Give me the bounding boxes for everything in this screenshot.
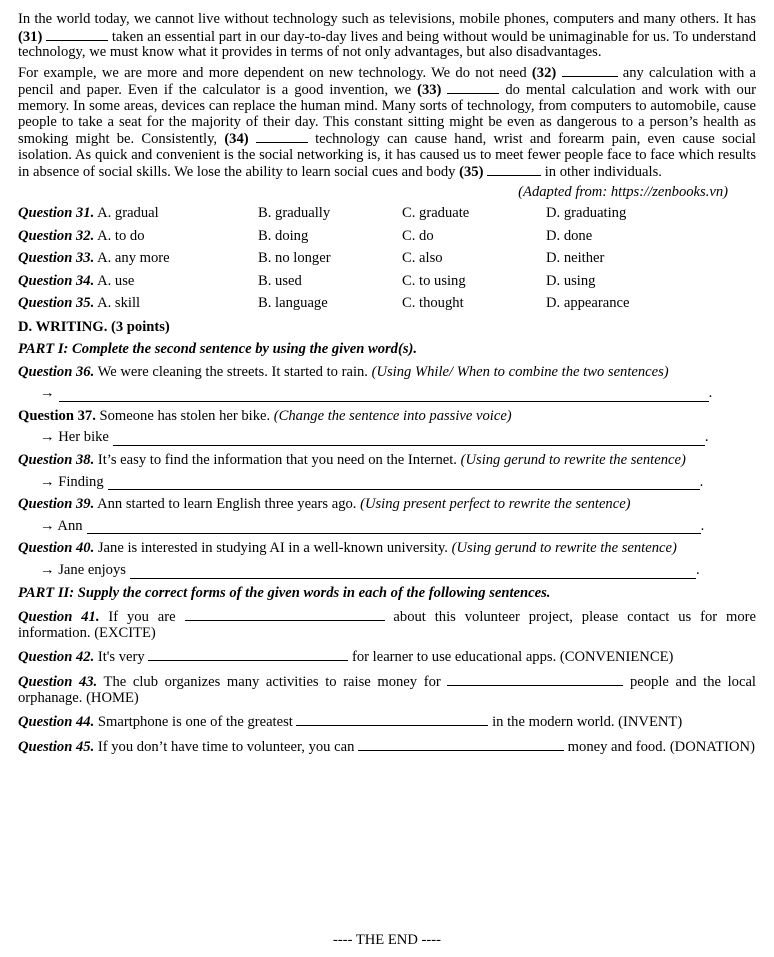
instruction: (Using gerund to rewrite the sentence)	[460, 452, 686, 469]
text: any calculation with a pencil and paper. Even if the calculator is a good invention, we	[18, 64, 756, 99]
question-36	[18, 365, 756, 381]
option-c[interactable]: C. graduate	[402, 205, 470, 222]
answer-start: → Ann	[40, 517, 83, 534]
answer-input[interactable]	[59, 389, 709, 402]
reading-paragraph-1	[18, 12, 756, 61]
question-label: Question 32.	[18, 227, 95, 244]
answer-input[interactable]	[113, 433, 705, 446]
instruction: (Using While/ When to combine the two sentences)	[371, 363, 669, 380]
period: .	[695, 562, 700, 579]
blank-number: (31)	[18, 28, 43, 45]
question-label: Question 42.	[18, 649, 95, 666]
instruction: (Using gerund to rewrite the sentence)	[451, 540, 677, 557]
answer-start: →	[40, 385, 55, 402]
text: do mental calculation and work with our memory. In some areas, devices can replace the human mind. Many sorts of technology, from computers to automobile, cause people to take a seat for the majority of their day. This constant sitting might be even as dangerous to a person’s health as smoking might be. Consistently,	[18, 82, 756, 148]
answer-input[interactable]	[130, 566, 696, 579]
instruction: (Change the sentence into passive voice)	[273, 407, 512, 424]
question-text: Someone has stolen her bike.	[95, 407, 274, 424]
period: .	[708, 385, 713, 402]
question-label: Question 41.	[18, 609, 100, 626]
question-40	[18, 541, 756, 557]
option-c[interactable]: C. do	[402, 227, 434, 244]
option-a[interactable]: A. skill	[97, 295, 141, 312]
question-label: Question 40.	[18, 540, 95, 557]
option-d[interactable]: D. using	[546, 272, 596, 289]
option-d[interactable]: D. neither	[546, 250, 605, 267]
answer-line-37	[18, 430, 756, 446]
question-39	[18, 497, 756, 513]
question-41	[18, 608, 756, 641]
question-label: Question 33.	[18, 250, 95, 267]
text: It's very	[94, 649, 149, 666]
question-38	[18, 453, 756, 469]
option-c[interactable]: C. thought	[402, 295, 464, 312]
answer-input[interactable]	[87, 521, 701, 534]
question-label: Question 37.	[18, 407, 96, 424]
section-header: D. WRITING. (3 points)	[18, 318, 170, 335]
blank-number: (35)	[459, 164, 484, 181]
period: .	[700, 517, 705, 534]
question-43	[18, 673, 756, 706]
question-label: Question 35.	[18, 295, 95, 312]
exam-page	[18, 12, 756, 755]
part-1-heading: PART I: Complete the second sentence by using the given word(s).	[18, 341, 418, 358]
option-b[interactable]: B. doing	[258, 227, 309, 244]
answer-start: → Her bike	[40, 429, 109, 446]
answer-blank[interactable]	[46, 28, 108, 41]
answer-blank[interactable]	[256, 130, 308, 143]
question-44	[18, 713, 756, 731]
option-d[interactable]: D. graduating	[546, 205, 627, 222]
question-text: It’s easy to find the information that you need on the Internet.	[94, 452, 461, 469]
option-a[interactable]: A. use	[97, 272, 135, 289]
the-end-marker: ---- THE END ----	[333, 932, 441, 948]
question-label: Question 43.	[18, 674, 98, 690]
question-label: Question 38.	[18, 452, 95, 469]
option-a[interactable]: A. any more	[97, 250, 170, 267]
text: taken an essential part in our day-to-day lives and being without would be unimaginable for us. To understand technology, we must know what it provides in terms of not only advantages, but also disadvantages.	[18, 28, 756, 61]
answer-start: → Jane enjoys	[40, 562, 126, 579]
question-42	[18, 648, 756, 666]
question-37	[18, 409, 756, 425]
option-d[interactable]: D. appearance	[546, 295, 630, 312]
option-b[interactable]: B. language	[258, 295, 328, 312]
text: Smartphone is one of the greatest	[94, 714, 297, 731]
mcq-table	[18, 203, 629, 316]
text: about this volunteer project, please contact us for more information. (EXCITE)	[18, 609, 756, 641]
mcq-row	[18, 203, 629, 226]
question-45	[18, 738, 756, 756]
text: If you don’t have time to volunteer, you can	[94, 738, 359, 755]
answer-blank[interactable]	[447, 81, 499, 94]
option-b[interactable]: B. used	[258, 272, 302, 289]
text: If you are	[99, 609, 185, 626]
blank-number: (34)	[224, 131, 249, 148]
question-text: We were cleaning the streets. It started to rain.	[94, 363, 372, 380]
reading-paragraph-2	[18, 64, 756, 181]
question-text: Jane is interested in studying AI in a well-known university.	[94, 540, 452, 557]
question-label: Question 34.	[18, 272, 95, 289]
source-citation: (Adapted from: https://zenbooks.vn)	[518, 183, 728, 200]
mcq-row	[18, 293, 629, 316]
answer-line-36	[18, 386, 756, 402]
question-label: Question 39.	[18, 496, 95, 513]
question-text: Ann started to learn English three years ago.	[94, 496, 361, 513]
answer-line-38	[18, 475, 756, 491]
answer-blank[interactable]	[358, 738, 564, 751]
question-label: Question 36.	[18, 363, 95, 380]
option-a[interactable]: A. gradual	[97, 205, 159, 222]
answer-blank[interactable]	[562, 64, 618, 77]
option-a[interactable]: A. to do	[97, 227, 145, 244]
question-label: Question 31.	[18, 205, 95, 222]
answer-line-40	[18, 563, 756, 579]
answer-blank[interactable]	[185, 608, 385, 621]
mcq-row	[18, 270, 629, 293]
text: in other individuals.	[541, 164, 662, 181]
period: .	[699, 473, 704, 490]
text: for learner to use educational apps. (CONVENIENCE)	[348, 649, 674, 666]
option-c[interactable]: C. also	[402, 250, 443, 267]
blank-number: (32)	[531, 64, 557, 81]
question-label: Question 45.	[18, 738, 95, 755]
text: The club organizes many activities to raise money for	[97, 674, 448, 690]
text: money and food. (DONATION)	[564, 738, 755, 755]
text: In the world today, we cannot live without technology such as televisions, mobile phones, computers and many others. It has	[18, 11, 756, 27]
answer-input[interactable]	[108, 477, 700, 490]
answer-blank[interactable]	[148, 648, 348, 661]
option-d[interactable]: D. done	[546, 227, 593, 244]
question-label: Question 44.	[18, 714, 95, 731]
answer-start: → Finding	[40, 473, 104, 490]
answer-blank[interactable]	[296, 713, 488, 726]
option-b[interactable]: B. gradually	[258, 205, 331, 222]
part-2-heading: PART II: Supply the correct forms of the given words in each of the following sentences.	[18, 584, 551, 601]
option-b[interactable]: B. no longer	[258, 250, 331, 267]
answer-blank[interactable]	[447, 673, 623, 686]
mcq-row	[18, 248, 629, 271]
answer-line-39	[18, 519, 756, 535]
period: .	[704, 429, 709, 446]
text: technology can cause hand, wrist and forearm pain, even cause social isolation. As quick and convenient is the social networking is, it has caused us to meet fewer people face to face which results in absence of social skills. We lose the ability to learn social cues and body	[18, 131, 756, 181]
blank-number: (33)	[417, 82, 442, 99]
answer-blank[interactable]	[487, 163, 541, 176]
text: people and the local orphanage. (HOME)	[18, 674, 756, 706]
text: in the modern world. (INVENT)	[488, 714, 683, 731]
mcq-row	[18, 225, 629, 248]
option-c[interactable]: C. to using	[402, 272, 466, 289]
instruction: (Using present perfect to rewrite the sentence)	[360, 496, 631, 513]
text: For example, we are more and more dependent on new technology. We do not need	[18, 64, 532, 81]
